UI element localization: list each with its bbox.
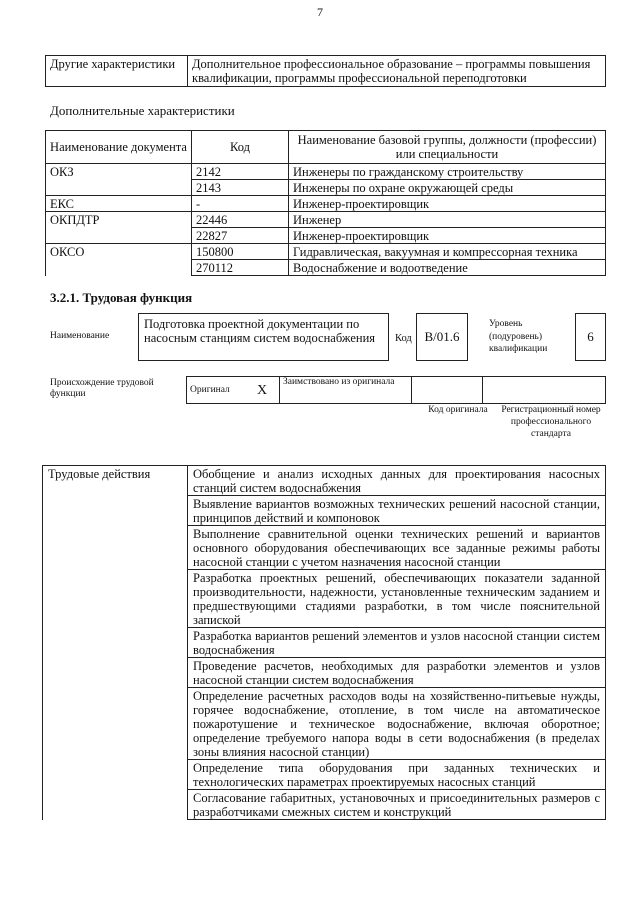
table-row <box>46 196 606 212</box>
labor-action-item: Выполнение сравнительной оценки технических решений и вариантов основного оборудования обеспечивающих все заданные режимы работы насосной станции с учетом назначения насосной станции <box>188 526 606 570</box>
table-row <box>46 260 606 276</box>
header-code: Код <box>192 131 289 164</box>
labor-action-item: Определение типа оборудования при заданных технических и технологических параметрах проектируемых насосных станций <box>188 760 606 790</box>
origin-label: Происхождение трудовой функции <box>50 378 154 399</box>
labor-action-item: Проведение расчетов, необходимых для разработки элементов и узлов насосной станции систем водоснабжения <box>188 658 606 688</box>
cell-code: 22827 <box>192 228 289 244</box>
table-row <box>43 526 606 570</box>
other-characteristics-table <box>45 55 606 87</box>
cell-doc <box>46 180 192 196</box>
cell-code: 150800 <box>192 244 289 260</box>
other-characteristics-value: Дополнительное профессиональное образование – программы повышения квалификации, программы профессиональной переподготовки <box>188 56 606 87</box>
table-row <box>46 244 606 260</box>
additional-characteristics-table <box>45 130 606 276</box>
table-row <box>43 790 606 820</box>
labor-actions-table <box>42 465 606 820</box>
cell-name: Водоснабжение и водоотведение <box>289 260 606 276</box>
labor-actions-label-cont <box>43 570 188 628</box>
cell-name: Инженер <box>289 212 606 228</box>
cell-code: 2142 <box>192 164 289 180</box>
labor-action-item: Выявление вариантов возможных технических решений насосной станции, принципов действий и компоновок <box>188 496 606 526</box>
labor-action-item: Разработка проектных решений, обеспечивающих показатели заданной производительности, надежности, установленные техническим заданием и предшествующими стадиями разработки, в том числе пояснительной запиской <box>188 570 606 628</box>
cell-name: Инженер-проектировщик <box>289 228 606 244</box>
cell-doc: ОКСО <box>46 244 192 260</box>
table-row <box>46 164 606 180</box>
labor-actions-label-cont <box>43 496 188 526</box>
labor-action-item: Согласование габаритных, установочных и присоединительных размеров с разработчиками смежных систем и конструкций <box>188 790 606 820</box>
function-name-box: Подготовка проектной документации по насосным станциям систем водоснабжения <box>138 313 389 361</box>
section-title: 3.2.1. Трудовая функция <box>50 290 193 305</box>
cell-code: - <box>192 196 289 212</box>
cell-code: 2143 <box>192 180 289 196</box>
reg-number-label: Регистрационный номер профессионального стандарта <box>501 405 601 439</box>
table-row <box>46 228 606 244</box>
labor-actions-label: Трудовые действия <box>43 466 188 496</box>
table-row <box>43 760 606 790</box>
reg-number-cell <box>483 377 606 404</box>
cell-code: 270112 <box>192 260 289 276</box>
labor-action-item: Обобщение и анализ исходных данных для проектирования насосных станций систем водоснабжения <box>188 466 606 496</box>
table-row <box>43 658 606 688</box>
labor-actions-label-cont <box>43 790 188 820</box>
labor-actions-label-cont <box>43 760 188 790</box>
other-characteristics-label: Другие характеристики <box>46 56 188 87</box>
cell-name: Инженеры по охране окружающей среды <box>289 180 606 196</box>
table-row <box>43 570 606 628</box>
header-name: Наименование базовой группы, должности (профессии) или специальности <box>289 131 606 164</box>
origin-code-cell <box>412 377 483 404</box>
labor-actions-label-cont <box>43 688 188 760</box>
cell-doc <box>46 228 192 244</box>
cell-doc: ОКЗ <box>46 164 192 180</box>
labor-actions-label-cont <box>43 628 188 658</box>
page-number: 7 <box>317 5 323 19</box>
additional-characteristics-title: Дополнительные характеристики <box>50 103 235 118</box>
table-row <box>43 628 606 658</box>
labor-action-item: Определение расчетных расходов воды на хозяйственно-питьевые нужды, горячее водоснабжение, отопление, в том числе на автоматическое пожаротушение и техническое водоснабжение, включая оборотное; определение требуемого напора воды в сети водоснабжения (в пределах зоны влияния насосной станции) <box>188 688 606 760</box>
borrowed-label: Заимствовано из оригинала <box>280 377 412 404</box>
header-doc: Наименование документа <box>46 131 192 164</box>
labor-actions-label-cont <box>43 658 188 688</box>
level-box: 6 <box>575 313 606 361</box>
origin-table <box>186 376 606 404</box>
table-row <box>187 377 606 404</box>
table-row <box>46 212 606 228</box>
origin-code-label: Код оригинала <box>428 405 488 415</box>
table-row <box>46 180 606 196</box>
function-code-box: B/01.6 <box>416 313 468 361</box>
cell-doc: ЕКС <box>46 196 192 212</box>
code-label: Код <box>395 333 412 344</box>
original-label: Оригинал <box>187 377 246 404</box>
labor-action-item: Разработка вариантов решений элементов и узлов насосной станции систем водоснабжения <box>188 628 606 658</box>
labor-actions-label-cont <box>43 526 188 570</box>
level-label: Уровень (подуровень) квалификации <box>489 319 548 354</box>
table-row <box>43 466 606 496</box>
table-row <box>46 56 606 87</box>
cell-code: 22446 <box>192 212 289 228</box>
cell-doc: ОКПДТР <box>46 212 192 228</box>
name-label: Наименование <box>50 331 110 341</box>
cell-doc <box>46 260 192 276</box>
cell-name: Инженеры по гражданскому строительству <box>289 164 606 180</box>
table-header-row <box>46 131 606 164</box>
cell-name: Инженер-проектировщик <box>289 196 606 212</box>
table-row <box>43 688 606 760</box>
original-mark: X <box>245 377 280 404</box>
table-row <box>43 496 606 526</box>
cell-name: Гидравлическая, вакуумная и компрессорная техника <box>289 244 606 260</box>
